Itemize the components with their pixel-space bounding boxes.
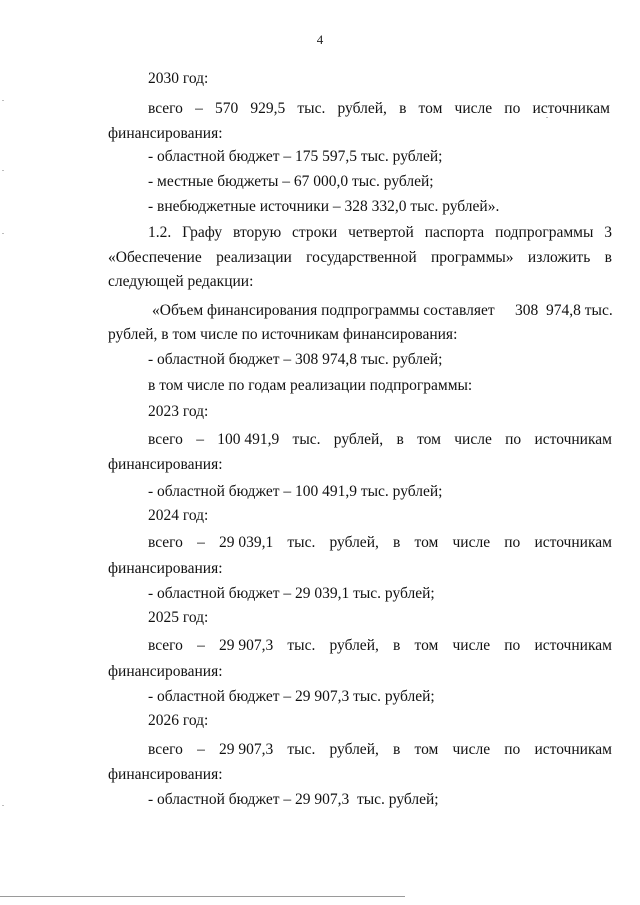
word: числе [452, 637, 491, 654]
item-1-2-line1 [148, 223, 612, 243]
word: том [414, 741, 439, 758]
quote-line1-amount: 308 974,8 тыс. [515, 302, 613, 319]
word: в [393, 637, 401, 654]
total-2024-line [148, 533, 612, 553]
total-2024-continuation: финансирования: [108, 560, 223, 577]
word: Графу [182, 224, 223, 241]
word: – [197, 534, 205, 551]
year-2023-heading: 2023 год: [148, 403, 209, 420]
word: всего [148, 637, 183, 654]
word: том [418, 100, 443, 117]
word: рублей, [329, 534, 379, 551]
word: вторую [233, 224, 282, 241]
total-2025-continuation: финансирования: [108, 663, 223, 680]
footer-rule [0, 896, 405, 897]
word: источникам [534, 637, 612, 654]
word: том [414, 534, 439, 551]
word: числе [454, 100, 493, 117]
local-budgets-2030: - местные бюджеты – 67 000,0 тыс. рублей; [148, 173, 434, 190]
offbudget-sources-2030: - внебюджетные источники – 328 332,0 тыс. рублей». [148, 198, 500, 215]
word: всего [148, 534, 183, 551]
word: изложить [527, 249, 591, 266]
regional-budget-2026: - областной бюджет – 29 907,3 тыс. рублей; [148, 791, 439, 808]
quote-line2: рублей, в том числе по источникам финансирования: [108, 326, 458, 343]
word: – [195, 100, 203, 117]
total-2023-continuation: финансирования: [108, 456, 223, 473]
word: тыс. [287, 534, 316, 551]
total-2030-line [148, 99, 610, 119]
word: источникам [532, 100, 610, 117]
word: числе [452, 534, 491, 551]
year-2030-heading: 2030 год: [148, 70, 209, 87]
word: числе [452, 741, 491, 758]
word: – [196, 431, 204, 448]
regional-budget-2023: - областной бюджет – 100 491,9 тыс. рублей; [148, 483, 443, 500]
word: в [604, 249, 612, 266]
margin-mark [2, 805, 4, 806]
word: рублей, [333, 431, 384, 448]
word: по [504, 100, 521, 117]
word: реализации [216, 249, 292, 266]
word: 1.2. [148, 224, 172, 241]
word: по [504, 637, 521, 654]
word: четвертой [348, 224, 414, 241]
word: тыс. [287, 741, 316, 758]
word: в [393, 534, 401, 551]
item-1-2-line2 [108, 248, 612, 268]
word: по [504, 741, 521, 758]
quote-by-years-intro: в том числе по годам реализации подпрограммы: [148, 377, 473, 394]
word: по [504, 534, 521, 551]
word: том [417, 431, 441, 448]
word: подпрограммы [495, 224, 594, 241]
margin-mark [2, 170, 4, 171]
word: государственной [306, 249, 417, 266]
word: всего [148, 100, 183, 117]
year-2026-heading: 2026 год: [148, 712, 209, 729]
word: рублей, [329, 741, 379, 758]
word: всего [148, 431, 183, 448]
total-2025-line [148, 636, 612, 656]
word: рублей, [329, 637, 379, 654]
margin-mark [2, 233, 4, 234]
word: 3 [604, 224, 612, 241]
page-number: 4 [316, 32, 324, 47]
word: 29 907,3 [218, 741, 274, 758]
word: тыс. [297, 100, 326, 117]
word: 29 039,1 [218, 534, 274, 551]
margin-mark [2, 100, 4, 101]
regional-budget-2024: - областной бюджет – 29 039,1 тыс. рублей; [148, 585, 435, 602]
word: «Обеспечение [108, 249, 202, 266]
word: в [399, 100, 407, 117]
word: источникам [534, 431, 612, 448]
word: источникам [534, 534, 612, 551]
word: 100 491,9 [217, 431, 280, 448]
word: в [393, 741, 401, 758]
margin-mark [546, 117, 548, 118]
word: числе [454, 431, 492, 448]
word: всего [148, 741, 183, 758]
year-2024-heading: 2024 год: [148, 507, 209, 524]
word: – [197, 637, 205, 654]
word: в [396, 431, 404, 448]
regional-budget-2030: - областной бюджет – 175 597,5 тыс. рублей; [148, 148, 443, 165]
year-2025-heading: 2025 год: [148, 609, 209, 626]
regional-budget-2025: - областной бюджет – 29 907,3 тыс. рублей; [148, 688, 435, 705]
total-2030-continuation: финансирования: [108, 125, 223, 142]
word: строки [292, 224, 338, 241]
word: 570 [214, 100, 239, 117]
word: по [505, 431, 522, 448]
word: – [197, 741, 205, 758]
word: программы» [430, 249, 514, 266]
word: том [414, 637, 439, 654]
total-2026-line [148, 740, 612, 760]
word: тыс. [292, 431, 321, 448]
total-2023-line [148, 430, 612, 450]
word: 29 907,3 [218, 637, 274, 654]
word: источникам [534, 741, 612, 758]
word: 929,5 [250, 100, 286, 117]
word: тыс. [287, 637, 316, 654]
quote-line1-text: «Объем финансирования подпрограммы составляет [152, 302, 495, 319]
total-2026-continuation: финансирования: [108, 766, 223, 783]
word: рублей, [337, 100, 387, 117]
word: паспорта [424, 224, 485, 241]
quote-regional-total: - областной бюджет – 308 974,8 тыс. рублей; [148, 351, 443, 368]
item-1-2-line3: следующей редакции: [108, 273, 254, 290]
